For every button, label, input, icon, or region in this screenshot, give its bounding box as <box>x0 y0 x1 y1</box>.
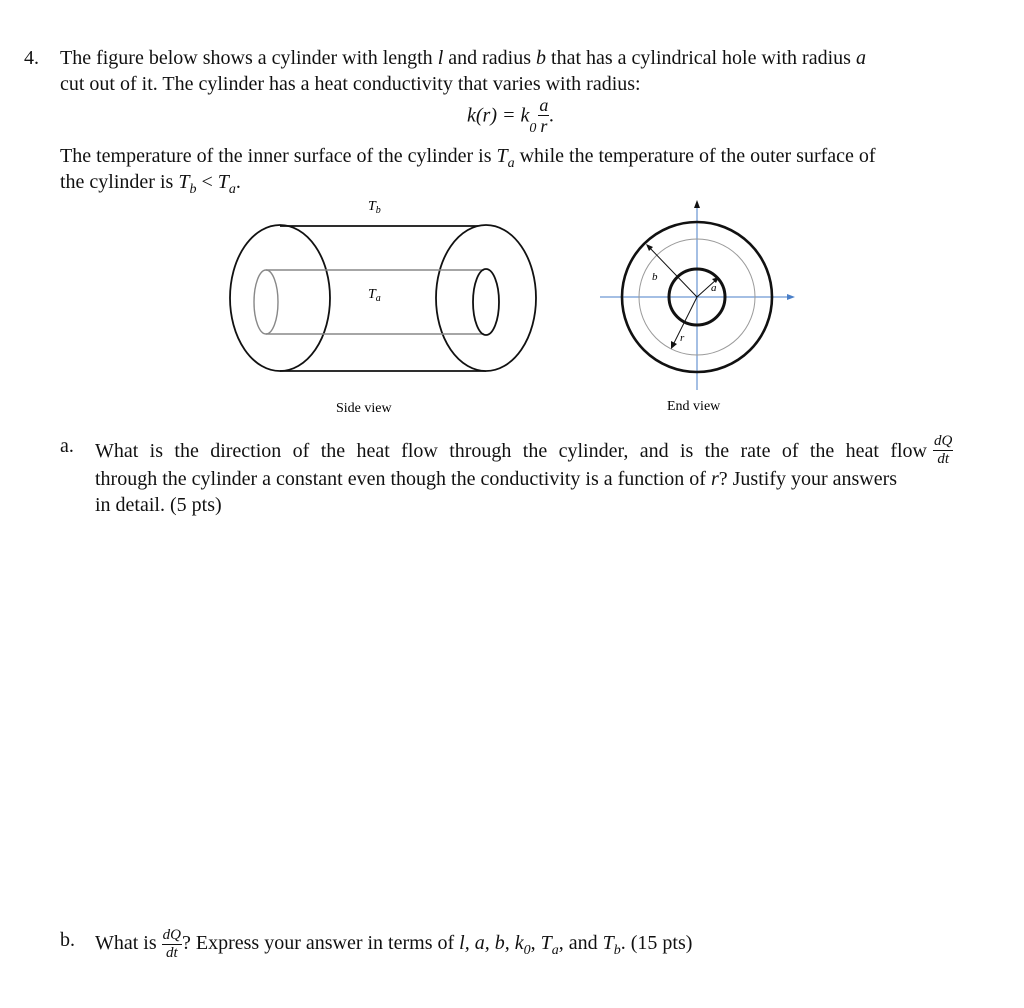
q-line1-post: that has a cylindrical hole with radius <box>551 47 851 69</box>
part-b-T1-sub: a <box>551 943 559 959</box>
part-a-line2-var: r <box>710 468 719 490</box>
cylinder-left-face <box>230 225 330 371</box>
q-line3-Tsub: a <box>507 156 515 171</box>
end-label-a: a <box>711 282 717 294</box>
radius-r-line <box>673 297 697 345</box>
var-a: a <box>855 47 866 69</box>
q-line3-pre: The temperature of the inner surface of the cylinder is <box>60 145 492 167</box>
q-line3-T: T <box>496 145 508 167</box>
cylinder-figure <box>0 0 1024 420</box>
side-view-cylinder <box>230 225 536 371</box>
part-a-line-1 <box>95 434 961 467</box>
part-b-T2-sub: b <box>613 943 621 959</box>
part-a-line-3: in detail. (5 pts) <box>95 494 222 516</box>
side-label-Ta: $T_a$ <box>368 287 381 304</box>
formula-sub: 0 <box>529 121 537 137</box>
part-b-frac-num: dQ <box>162 927 181 943</box>
q-line4-T1sub: b <box>189 182 197 197</box>
part-b-k-sub: 0 <box>523 943 531 959</box>
part-b-T1: T <box>540 932 552 955</box>
caption-end-view: End view <box>667 399 721 414</box>
end-label-b: b <box>652 271 658 283</box>
q-line4-end: . <box>235 171 241 193</box>
q-line4-T2: T <box>217 171 229 193</box>
side-label-Tb: $T_b$ <box>368 199 381 216</box>
hole-left-opening <box>254 270 278 334</box>
q-line4-T2sub: a <box>228 182 236 197</box>
end-view <box>600 200 795 390</box>
q-line4-T1: T <box>178 171 190 193</box>
part-a-label: a. <box>60 435 74 457</box>
part-b-sep2: , and <box>558 932 598 955</box>
part-a-line1-text: What is the direction of the heat flow through the cylinder, and is the rate of the heat flow <box>95 439 927 462</box>
caption-side-view: Side view <box>336 401 392 416</box>
q-line3-post: while the temperature of the outer surface of <box>519 145 876 167</box>
part-b-vars: l, a, b, k <box>459 932 524 955</box>
part-a-line2-pre: through the cylinder a constant even though the conductivity is a function of <box>95 468 706 490</box>
part-b-fraction <box>162 928 182 961</box>
y-axis-arrow-icon <box>694 200 700 208</box>
q-line4-pre: the cylinder is <box>60 171 174 193</box>
part-b-end: . (15 pts) <box>620 932 693 955</box>
cylinder-right-face <box>436 225 536 371</box>
formula-num: a <box>539 95 549 115</box>
var-l: l <box>437 47 444 69</box>
question-line-2: cut out of it. The cylinder has a heat conductivity that varies with radius: <box>60 73 641 95</box>
part-b-T2: T <box>602 932 614 955</box>
formula-den: r <box>540 116 548 136</box>
part-a-frac-num: dQ <box>934 433 953 449</box>
part-b-question <box>95 928 692 963</box>
question-number: 4. <box>24 47 39 69</box>
part-b-text-pre: What is <box>95 932 157 955</box>
part-a-line2-post: ? Justify your answers <box>718 468 898 490</box>
part-a-frac-den: dt <box>937 451 949 467</box>
part-b-text-post: ? Express your answer in terms of <box>182 932 455 955</box>
var-b: b <box>536 47 547 69</box>
formula-end: . <box>549 104 555 127</box>
q-line1-pre: The figure below shows a cylinder with length <box>60 47 433 69</box>
part-b-sep1: , <box>530 932 536 955</box>
part-b-label: b. <box>60 929 75 951</box>
q-line1-mid: and radius <box>448 47 532 69</box>
formula-lhs: k(r) = k <box>467 104 530 127</box>
x-axis-arrow-icon <box>787 294 795 300</box>
part-b-frac-den: dt <box>165 945 178 961</box>
part-a-fraction <box>933 434 953 467</box>
q-line4-lt: < <box>201 171 213 193</box>
end-label-r: r <box>680 332 685 344</box>
part-a-line-2 <box>95 467 897 491</box>
